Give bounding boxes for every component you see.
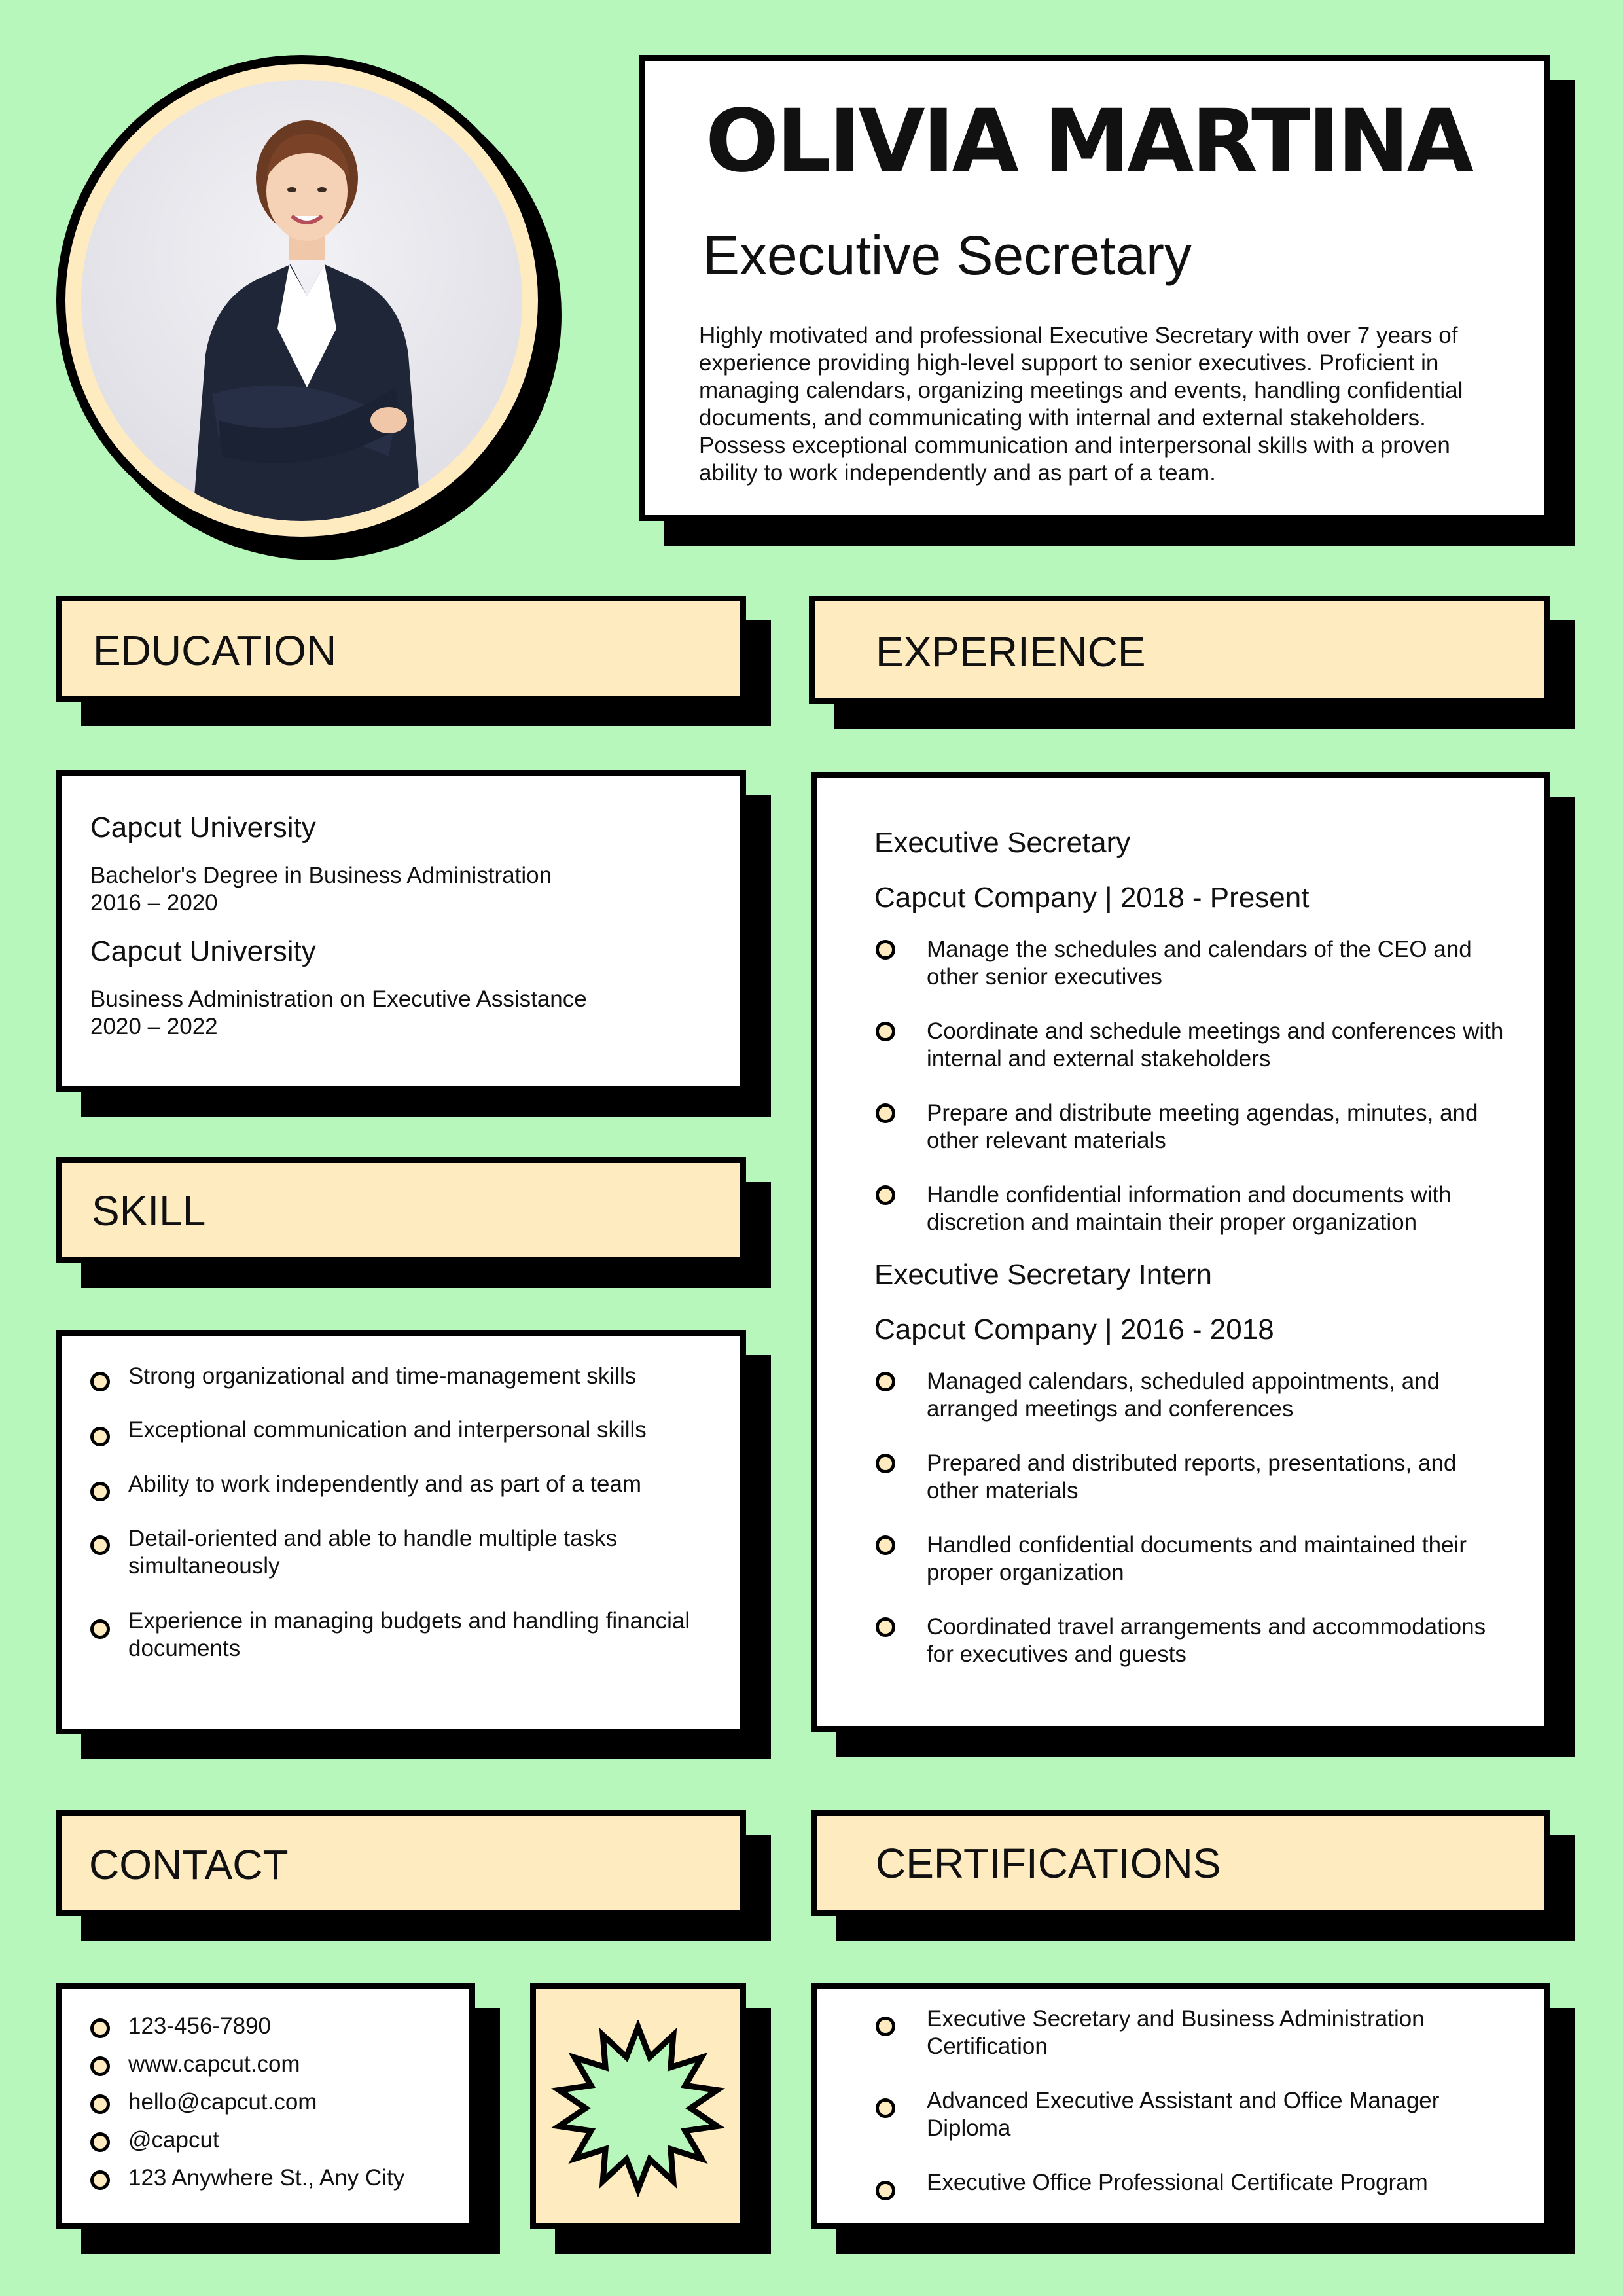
education-degree: Business Administration on Executive Assistance — [90, 986, 587, 1012]
experience-job-title: Executive Secretary Intern — [874, 1259, 1213, 1291]
email-icon — [90, 2094, 110, 2114]
contact-title: CONTACT — [89, 1841, 289, 1888]
certification-item: Executive Office Professional Certificate Program — [927, 2170, 1428, 2195]
bullet-icon — [876, 1022, 895, 1041]
social-icon — [90, 2132, 110, 2152]
education-years: 2020 – 2022 — [90, 1014, 218, 1039]
bullet-icon — [876, 1103, 895, 1123]
education-years: 2016 – 2020 — [90, 890, 218, 916]
experience-title: EXPERIENCE — [876, 628, 1146, 675]
bullet-icon — [90, 1427, 110, 1446]
bullet-icon — [90, 1619, 110, 1639]
skill-item: Ability to work independently and as part of a team — [128, 1471, 642, 1497]
location-icon — [90, 2170, 110, 2190]
experience-bullet: Manage the schedules and calendars of the CEO and other senior executives — [927, 937, 1472, 990]
education-school: Capcut University — [90, 935, 316, 967]
experience-bullet: Handled confidential documents and maintained their proper organization — [927, 1532, 1467, 1585]
contact-address: 123 Anywhere St., Any City — [128, 2165, 405, 2191]
bullet-icon — [876, 1617, 895, 1637]
experience-company: Capcut Company | 2018 - Present — [874, 882, 1310, 914]
education-school: Capcut University — [90, 812, 316, 844]
experience-job-title: Executive Secretary — [874, 827, 1131, 859]
certification-item: Executive Secretary and Business Administration Certification — [927, 2006, 1425, 2059]
star-burst-icon — [550, 2020, 726, 2197]
person-illustration — [81, 80, 522, 521]
experience-bullet: Managed calendars, scheduled appointments, and arranged meetings and conferences — [927, 1369, 1440, 1422]
full-name: OLIVIA MARTINA — [705, 91, 1471, 192]
certifications-title: CERTIFICATIONS — [876, 1840, 1221, 1887]
skill-item: Detail-oriented and able to handle multiple tasks simultaneously — [128, 1526, 618, 1579]
certification-item: Advanced Executive Assistant and Office Manager Diploma — [927, 2088, 1440, 2141]
bullet-icon — [90, 1372, 110, 1391]
bullet-icon — [876, 1372, 895, 1391]
bullet-icon — [876, 1535, 895, 1555]
phone-icon — [90, 2018, 110, 2038]
website-icon — [90, 2056, 110, 2076]
bullet-icon — [876, 2017, 895, 2036]
bullet-icon — [90, 1535, 110, 1555]
experience-bullet: Handle confidential information and documents with discretion and maintain their proper organization — [927, 1182, 1452, 1235]
bullet-icon — [876, 2098, 895, 2118]
bullet-icon — [876, 1185, 895, 1205]
bullet-icon — [876, 1454, 895, 1473]
experience-bullet: Coordinated travel arrangements and accommodations for executives and guests — [927, 1614, 1486, 1667]
contact-email[interactable]: hello@capcut.com — [128, 2089, 317, 2115]
experience-bullet: Prepared and distributed reports, presentations, and other materials — [927, 1450, 1457, 1503]
experience-bullet: Prepare and distribute meeting agendas, minutes, and other relevant materials — [927, 1100, 1478, 1153]
experience-company: Capcut Company | 2016 - 2018 — [874, 1314, 1274, 1346]
profile-summary: Highly motivated and professional Executive Secretary with over 7 years of experience providing high-level support to senior executives. Proficient in managing calendars, organizing meetings and events, handling confidential documents, and communicating with internal and external stakeholders. Possess exceptional communication and interpersonal skills with a proven ability to work independently and as part of a team. — [699, 323, 1463, 486]
education-title: EDUCATION — [93, 627, 337, 674]
job-title: Executive Secretary — [703, 224, 1192, 286]
bullet-icon — [876, 940, 895, 960]
contact-social[interactable]: @capcut — [128, 2127, 219, 2153]
skill-item: Exceptional communication and interpersonal skills — [128, 1417, 647, 1443]
contact-phone[interactable]: 123-456-7890 — [128, 2013, 271, 2039]
skill-title: SKILL — [92, 1187, 206, 1234]
bullet-icon — [876, 2181, 895, 2200]
profile-photo — [81, 80, 522, 521]
profile-photo-frame — [56, 55, 547, 546]
experience-card — [812, 772, 1550, 1732]
skill-item: Experience in managing budgets and handling financial documents — [128, 1608, 690, 1661]
skill-item: Strong organizational and time-management skills — [128, 1363, 637, 1389]
bullet-icon — [90, 1482, 110, 1501]
education-degree: Bachelor's Degree in Business Administration — [90, 863, 552, 888]
experience-bullet: Coordinate and schedule meetings and conferences with internal and external stakeholders — [927, 1018, 1504, 1071]
contact-website[interactable]: www.capcut.com — [128, 2051, 300, 2077]
